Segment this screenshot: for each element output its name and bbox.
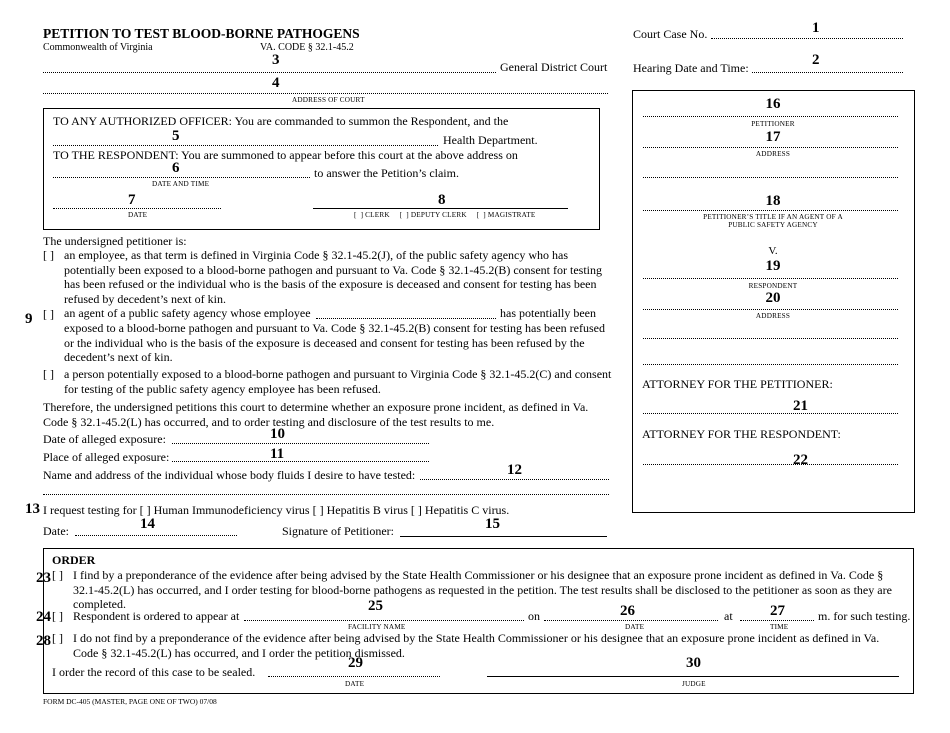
tested-individual-field-2[interactable] [43,494,609,495]
marker-24: 24 [36,609,51,625]
order-date-caption: DATE [345,680,365,688]
court-case-field[interactable] [711,38,903,39]
officer-text: TO ANY AUTHORIZED OFFICER: You are commanded to summon the Respondent, and the [53,114,509,128]
marker-25: 25 [368,598,383,614]
testing-time-caption: TIME [770,623,789,631]
hearing-label: Hearing Date and Time: [633,61,749,75]
petition-intro: The undersigned petitioner is: [43,234,187,248]
attorney-respondent-label: ATTORNEY FOR THE RESPONDENT: [642,427,841,441]
order-heading: ORDER [52,553,96,567]
clerk-options[interactable]: [ ] CLERK [ ] DEPUTY CLERK [ ] MAGISTRATE [354,211,536,219]
place-exposure-label: Place of alleged exposure: [43,450,170,464]
marker-19: 19 [765,258,781,274]
option3-text: a person potentially exposed to a blood-borne pathogen and pursuant to Virginia Code § 32.1-45.2(C) and consent for testing of the public safety agency employee has been refused. [64,367,612,396]
hearing-field[interactable] [752,72,903,73]
petitioner-address-caption: ADDRESS [755,150,791,158]
marker-16: 16 [765,96,781,112]
court-case-label: Court Case No. [633,27,708,41]
respondent-field[interactable] [643,278,898,279]
health-department-label: Health Department. [443,133,538,147]
date-and-time-caption: DATE AND TIME [152,180,210,188]
court-address-field[interactable] [43,93,608,94]
answer-text: to answer the Petition’s claim. [314,166,459,180]
form-footer: FORM DC-405 (MASTER, PAGE ONE OF TWO) 07/08 [43,697,217,706]
petitioner-address-field-2[interactable] [643,177,898,178]
order3-checkbox[interactable]: [ ] [52,631,63,645]
therefore-text: Therefore, the undersigned petitions this court to determine whether an exposure prone incident, as defined in Va. Code § 32.1-45.2(L) has occurred, and to order testing and disclosure of the test results to me. [43,400,589,429]
health-department-field[interactable] [53,145,438,146]
marker-8: 8 [438,192,446,208]
option1-checkbox[interactable]: [ ] [43,248,54,262]
general-district-court-label: General District Court [500,60,608,74]
date-exposure-field[interactable] [172,443,429,444]
summons-date-field[interactable] [53,208,221,209]
marker-11: 11 [270,446,285,462]
marker-18: 18 [765,193,781,209]
address-of-court-caption: ADDRESS OF COURT [292,96,365,104]
signature-label: Signature of Petitioner: [282,524,394,538]
form-title: PETITION TO TEST BLOOD-BORNE PATHOGENS [43,26,360,41]
facility-name-caption: FACILITY NAME [348,623,406,631]
testing-date-field[interactable] [544,620,718,621]
facility-name-field[interactable] [244,620,524,621]
order1-text: I find by a preponderance of the evidence after being advised by the State Health Commissioner or his designee that an exposure prone incident as defined in Va. Code § 32.1-45.2(L) has occurred, and I order testing for blood-borne pathogens as requested in the petition. The test results shall be disclosed to the petitioner as soon as they are completed. [73,568,892,611]
option2-text-b: has potentially been [500,306,596,320]
order-date-field[interactable] [268,676,440,677]
respondent-address-field-3[interactable] [643,364,898,365]
marker-7: 7 [128,192,136,208]
name-address-label: Name and address of the individual whose body fluids I desire to have tested: [43,468,416,482]
order2-end: m. for such testing. [818,609,911,623]
petitioner-title-field[interactable] [643,210,898,211]
judge-caption: JUDGE [682,680,706,688]
order3-text: I do not find by a preponderance of the evidence after being advised by the State Health Commissioner or his designee that an exposure prone incident as defined in Va. Code § 32.1-45.2(L) has occurred, and I order the petition dismissed. [73,631,880,660]
marker-27: 27 [770,603,785,619]
petitioner-address-field[interactable] [643,147,898,148]
marker-6: 6 [172,160,180,176]
petitioner-caption: PETITIONER [751,120,795,128]
commonwealth-label: Commonwealth of Virginia [43,42,153,53]
versus-label: V. [768,245,778,257]
marker-15: 15 [485,516,500,532]
marker-21: 21 [793,398,808,414]
attorney-petitioner-label: ATTORNEY FOR THE PETITIONER: [642,377,833,391]
marker-20: 20 [765,290,781,306]
code-reference: VA. CODE § 32.1-45.2 [260,42,354,53]
petitioner-field[interactable] [643,116,898,117]
respondent-text: TO THE RESPONDENT: You are summoned to appear before this court at the above address on [53,148,518,162]
employee-name-field[interactable] [316,318,496,319]
order2-on: on [528,609,540,623]
petitioner-title-caption: PETITIONER’S TITLE IF AN AGENT OF A [703,213,843,221]
marker-2: 2 [812,52,820,68]
marker-29: 29 [348,655,363,671]
option1-text: an employee, as that term is defined in Virginia Code § 32.1-45.2(J), of the public safety agency who has potentially been exposed to a blood-borne pathogen and pursuant to Va. Code § 32.1-45.2(B) consent for testing has been refused or the individual who is the basis of the exposure is deceased and consent for testing has been refused by decedent’s next of kin. [64,248,602,306]
marker-1: 1 [812,20,820,36]
respondent-address-field[interactable] [643,309,898,310]
marker-30: 30 [686,655,701,671]
sealed-text: I order the record of this case to be sealed. [52,665,256,679]
petition-date-field[interactable] [75,535,237,536]
marker-28: 28 [36,633,51,649]
testing-date-caption: DATE [625,623,645,631]
testing-request[interactable]: I request testing for [ ] Human Immunodeficiency virus [ ] Hepatitis B virus [ ] Hepatitis C virus. [43,503,510,517]
marker-17: 17 [765,129,781,145]
option2-checkbox[interactable]: [ ] [43,307,54,321]
judge-signature-field[interactable] [487,676,899,677]
respondent-address-field-2[interactable] [643,338,898,339]
marker-22: 22 [793,452,808,468]
marker-10: 10 [270,426,285,442]
signature-field[interactable] [400,536,607,537]
court-name-field[interactable] [43,72,496,73]
marker-4: 4 [272,75,280,91]
petition-date-label: Date: [43,524,69,538]
date-caption: DATE [128,211,148,219]
petitioner-title-caption-2: PUBLIC SAFETY AGENCY [728,221,818,229]
marker-3: 3 [272,52,280,68]
order2-at: at [724,609,733,623]
marker-13: 13 [25,501,40,517]
order2-checkbox[interactable]: [ ] [52,609,63,623]
marker-9: 9 [25,311,33,327]
marker-26: 26 [620,603,635,619]
marker-12: 12 [507,462,522,478]
marker-5: 5 [172,128,180,144]
marker-14: 14 [140,516,155,532]
option3-checkbox[interactable]: [ ] [43,367,54,381]
order2-text: Respondent is ordered to appear at [73,609,240,623]
attorney-respondent-field[interactable] [643,464,898,465]
date-exposure-label: Date of alleged exposure: [43,432,166,446]
place-exposure-field[interactable] [172,461,429,462]
testing-time-field[interactable] [740,620,814,621]
respondent-caption: RESPONDENT [748,282,798,290]
appearance-date-field[interactable] [53,177,310,178]
option2-text-c: exposed to a blood-borne pathogen and pursuant to Va. Code § 32.1-45.2(B) consent for testing has been refused or the individual who is the basis of the exposure is deceased and consent for testing has been refused by the decedent’s next of kin. [64,321,605,364]
marker-23: 23 [36,570,51,586]
respondent-address-caption: ADDRESS [755,312,791,320]
attorney-petitioner-field[interactable] [643,413,898,414]
order1-checkbox[interactable]: [ ] [52,568,63,582]
option2-text-a: an agent of a public safety agency whose employee [64,306,311,320]
clerk-signature-field[interactable] [313,208,568,209]
